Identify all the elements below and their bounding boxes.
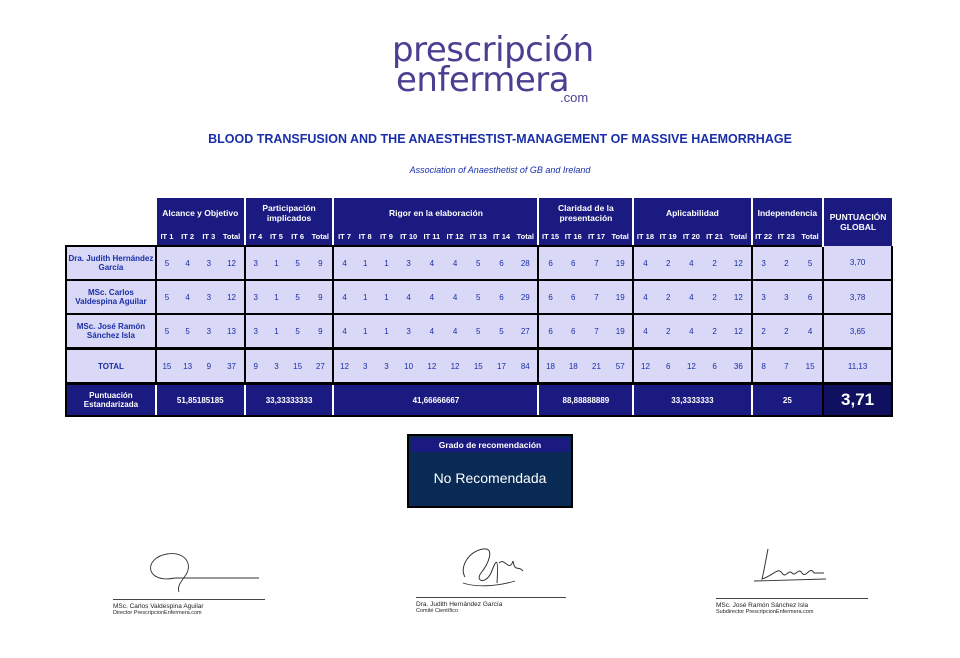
score-cell: 7 [585, 314, 608, 349]
score-cell: 2 [703, 246, 726, 280]
column-header: Total [513, 228, 538, 246]
column-header: Total [798, 228, 823, 246]
score-cell: 9 [308, 314, 333, 349]
global-score-header: PUNTUACIÓN GLOBAL [823, 198, 892, 246]
total-cell: 17 [490, 349, 513, 384]
reviewer-global-score: 3,65 [823, 314, 892, 349]
score-cell: 1 [355, 314, 376, 349]
signer-name: MSc. José Ramón Sánchez Isla [716, 602, 809, 609]
total-cell: 9 [198, 349, 219, 384]
total-cell: 15 [287, 349, 308, 384]
score-cell: 1 [266, 246, 287, 280]
score-cell: 4 [420, 246, 443, 280]
column-header: IT 3 [198, 228, 219, 246]
table-row [66, 280, 892, 314]
score-cell: 4 [680, 246, 703, 280]
score-cell: 4 [633, 314, 656, 349]
score-cell: 6 [538, 314, 561, 349]
score-cell: 6 [538, 246, 561, 280]
score-cell: 3 [397, 246, 420, 280]
signer-role: Comité Científico [416, 608, 458, 614]
score-cell: 3 [245, 280, 266, 314]
score-cell: 12 [726, 246, 751, 280]
score-cell: 9 [308, 280, 333, 314]
signer-name: MSc. Carlos Valdespina Aguilar [113, 603, 204, 610]
reviewer-name: Dra. Judith Hernández García [66, 246, 156, 280]
score-cell: 4 [333, 246, 354, 280]
group-header-independencia: Independencia [752, 198, 824, 228]
score-cell: 4 [443, 246, 466, 280]
total-cell: 21 [585, 349, 608, 384]
score-cell: 6 [562, 246, 585, 280]
score-cell: 1 [376, 246, 397, 280]
corner-blank [66, 198, 156, 228]
score-cell: 4 [333, 314, 354, 349]
score-cell: 6 [562, 280, 585, 314]
standardized-global-score: 3,71 [823, 384, 892, 417]
score-cell: 19 [608, 246, 633, 280]
score-cell: 5 [798, 246, 823, 280]
signer-role: Director PrescripcionEnfermera.com [113, 610, 202, 616]
score-cell: 4 [397, 280, 420, 314]
signature-block-3 [716, 602, 814, 616]
column-header: Total [308, 228, 333, 246]
total-cell: 15 [798, 349, 823, 384]
score-cell: 4 [680, 280, 703, 314]
reviewer-global-score: 3,70 [823, 246, 892, 280]
signer-name: Dra. Judith Hernández García [416, 601, 503, 608]
column-header: IT 5 [266, 228, 287, 246]
total-cell: 8 [752, 349, 775, 384]
score-cell: 4 [177, 280, 198, 314]
score-cell: 5 [287, 314, 308, 349]
signature-valdespina [135, 548, 265, 594]
column-header: IT 6 [287, 228, 308, 246]
score-cell: 5 [467, 280, 490, 314]
total-cell: 12 [333, 349, 354, 384]
signer-role: Subdirector PrescripcionEnfermera.com [716, 609, 814, 615]
score-cell: 1 [355, 246, 376, 280]
score-cell: 2 [775, 246, 798, 280]
group-header-alcance: Alcance y Objetivo [156, 198, 245, 228]
total-cell: 27 [308, 349, 333, 384]
score-cell: 5 [177, 314, 198, 349]
total-cell: 18 [562, 349, 585, 384]
score-cell: 6 [798, 280, 823, 314]
score-cell: 3 [775, 280, 798, 314]
standardized-claridad: 88,88888889 [538, 384, 633, 417]
column-header: IT 2 [177, 228, 198, 246]
score-cell: 3 [198, 246, 219, 280]
score-cell: 6 [538, 280, 561, 314]
total-cell: 12 [680, 349, 703, 384]
score-cell: 2 [752, 314, 775, 349]
logo-line-2: enfermera [396, 60, 570, 100]
score-cell: 1 [376, 314, 397, 349]
total-cell: 12 [420, 349, 443, 384]
score-cell: 12 [219, 280, 244, 314]
score-cell: 3 [397, 314, 420, 349]
column-header: IT 9 [376, 228, 397, 246]
column-header: IT 23 [775, 228, 798, 246]
page-subtitle: Association of Anaesthetist of GB and Ireland [409, 165, 591, 175]
score-cell: 3 [198, 280, 219, 314]
score-cell: 6 [562, 314, 585, 349]
standardized-participacion: 33,33333333 [245, 384, 334, 417]
score-cell: 7 [585, 280, 608, 314]
score-cell: 12 [726, 314, 751, 349]
column-header: IT 1 [156, 228, 177, 246]
column-header: IT 21 [703, 228, 726, 246]
total-cell: 15 [156, 349, 177, 384]
recommendation-value: No Recomendada [433, 470, 547, 486]
column-header: IT 15 [538, 228, 561, 246]
column-header: IT 10 [397, 228, 420, 246]
column-header: IT 22 [752, 228, 775, 246]
total-cell: 9 [245, 349, 266, 384]
total-cell: 3 [355, 349, 376, 384]
score-cell: 5 [467, 314, 490, 349]
score-cell: 9 [308, 246, 333, 280]
total-cell: 57 [608, 349, 633, 384]
standardized-independencia: 25 [752, 384, 824, 417]
score-cell: 3 [752, 280, 775, 314]
table-row [66, 246, 892, 280]
signature-line-2 [416, 597, 566, 598]
column-header: Total [608, 228, 633, 246]
standardized-alcance: 51,85185185 [156, 384, 245, 417]
score-cell: 5 [156, 246, 177, 280]
signature-block-2 [416, 601, 502, 615]
group-header-participacion: Participación implicados [245, 198, 334, 228]
total-cell: 12 [443, 349, 466, 384]
signature-line-1 [113, 599, 265, 600]
score-cell: 2 [703, 280, 726, 314]
signature-line-3 [716, 598, 868, 599]
column-header: IT 18 [633, 228, 656, 246]
total-cell: 15 [467, 349, 490, 384]
score-cell: 12 [219, 246, 244, 280]
score-cell: 27 [513, 314, 538, 349]
score-cell: 4 [420, 280, 443, 314]
brand-logo [384, 30, 614, 106]
logo-domain: .com [560, 90, 589, 105]
column-header: Total [726, 228, 751, 246]
score-cell: 2 [657, 246, 680, 280]
group-header-rigor: Rigor en la elaboración [333, 198, 538, 228]
score-cell: 4 [420, 314, 443, 349]
score-cell: 6 [490, 246, 513, 280]
score-cell: 3 [245, 246, 266, 280]
group-header-aplicabilidad: Aplicabilidad [633, 198, 751, 228]
column-header: Total [219, 228, 244, 246]
score-cell: 4 [333, 280, 354, 314]
table-row [66, 314, 892, 349]
group-header-claridad: Claridad de la presentación [538, 198, 633, 228]
total-cell: 3 [376, 349, 397, 384]
score-cell: 5 [287, 280, 308, 314]
column-header: IT 19 [657, 228, 680, 246]
score-cell: 3 [752, 246, 775, 280]
column-header: IT 16 [562, 228, 585, 246]
score-cell: 2 [657, 314, 680, 349]
column-header: IT 14 [490, 228, 513, 246]
score-cell: 1 [355, 280, 376, 314]
total-cell: 36 [726, 349, 751, 384]
recommendation-header: Grado de recomendación [411, 438, 569, 452]
column-header: IT 12 [443, 228, 466, 246]
score-cell: 4 [633, 280, 656, 314]
score-cell: 7 [585, 246, 608, 280]
column-header: IT 8 [355, 228, 376, 246]
logo-line-1: prescripción [392, 30, 594, 70]
score-cell: 4 [443, 314, 466, 349]
column-header: IT 13 [467, 228, 490, 246]
score-cell: 1 [376, 280, 397, 314]
standardized-rigor: 41,66666667 [333, 384, 538, 417]
column-header: IT 4 [245, 228, 266, 246]
total-global-score: 11,13 [823, 349, 892, 384]
corner-blank-2 [66, 228, 156, 246]
score-cell: 4 [633, 246, 656, 280]
reviewer-name: MSc. Carlos Valdespina Aguilar [66, 280, 156, 314]
total-cell: 3 [266, 349, 287, 384]
score-cell: 4 [680, 314, 703, 349]
score-cell: 19 [608, 280, 633, 314]
score-cell: 1 [266, 314, 287, 349]
score-cell: 4 [443, 280, 466, 314]
standardized-label: Puntuación Estandarizada [66, 384, 156, 417]
total-cell: 37 [219, 349, 244, 384]
score-cell: 13 [219, 314, 244, 349]
score-cell: 19 [608, 314, 633, 349]
score-cell: 5 [156, 280, 177, 314]
total-cell: 6 [657, 349, 680, 384]
score-cell: 12 [726, 280, 751, 314]
signature-block-1 [113, 603, 204, 617]
total-cell: 84 [513, 349, 538, 384]
column-header: IT 20 [680, 228, 703, 246]
column-header: IT 11 [420, 228, 443, 246]
signature-hernandez [455, 543, 527, 595]
total-cell: 18 [538, 349, 561, 384]
score-cell: 5 [467, 246, 490, 280]
score-cell: 5 [287, 246, 308, 280]
score-cell: 5 [156, 314, 177, 349]
total-cell: 10 [397, 349, 420, 384]
reviewer-name: MSc. José Ramón Sánchez Isla [66, 314, 156, 349]
score-cell: 1 [266, 280, 287, 314]
score-cell: 3 [245, 314, 266, 349]
score-cell: 4 [798, 314, 823, 349]
score-cell: 2 [703, 314, 726, 349]
score-cell: 2 [775, 314, 798, 349]
column-header: IT 7 [333, 228, 354, 246]
reviewer-global-score: 3,78 [823, 280, 892, 314]
total-cell: 13 [177, 349, 198, 384]
score-cell: 2 [657, 280, 680, 314]
score-cell: 4 [177, 246, 198, 280]
score-cell: 28 [513, 246, 538, 280]
score-cell: 6 [490, 280, 513, 314]
signature-sanchez [748, 545, 830, 587]
total-cell: 7 [775, 349, 798, 384]
total-cell: 6 [703, 349, 726, 384]
standardized-aplicabilidad: 33,3333333 [633, 384, 751, 417]
score-table [65, 198, 893, 417]
score-cell: 3 [198, 314, 219, 349]
total-cell: 12 [633, 349, 656, 384]
recommendation-box [407, 434, 573, 508]
column-header: IT 17 [585, 228, 608, 246]
score-cell: 5 [490, 314, 513, 349]
page-title: BLOOD TRANSFUSION AND THE ANAESTHESTIST-MANAGEMENT OF MASSIVE HAEMORRHAGE [208, 132, 792, 146]
total-label: TOTAL [66, 349, 156, 384]
score-cell: 29 [513, 280, 538, 314]
